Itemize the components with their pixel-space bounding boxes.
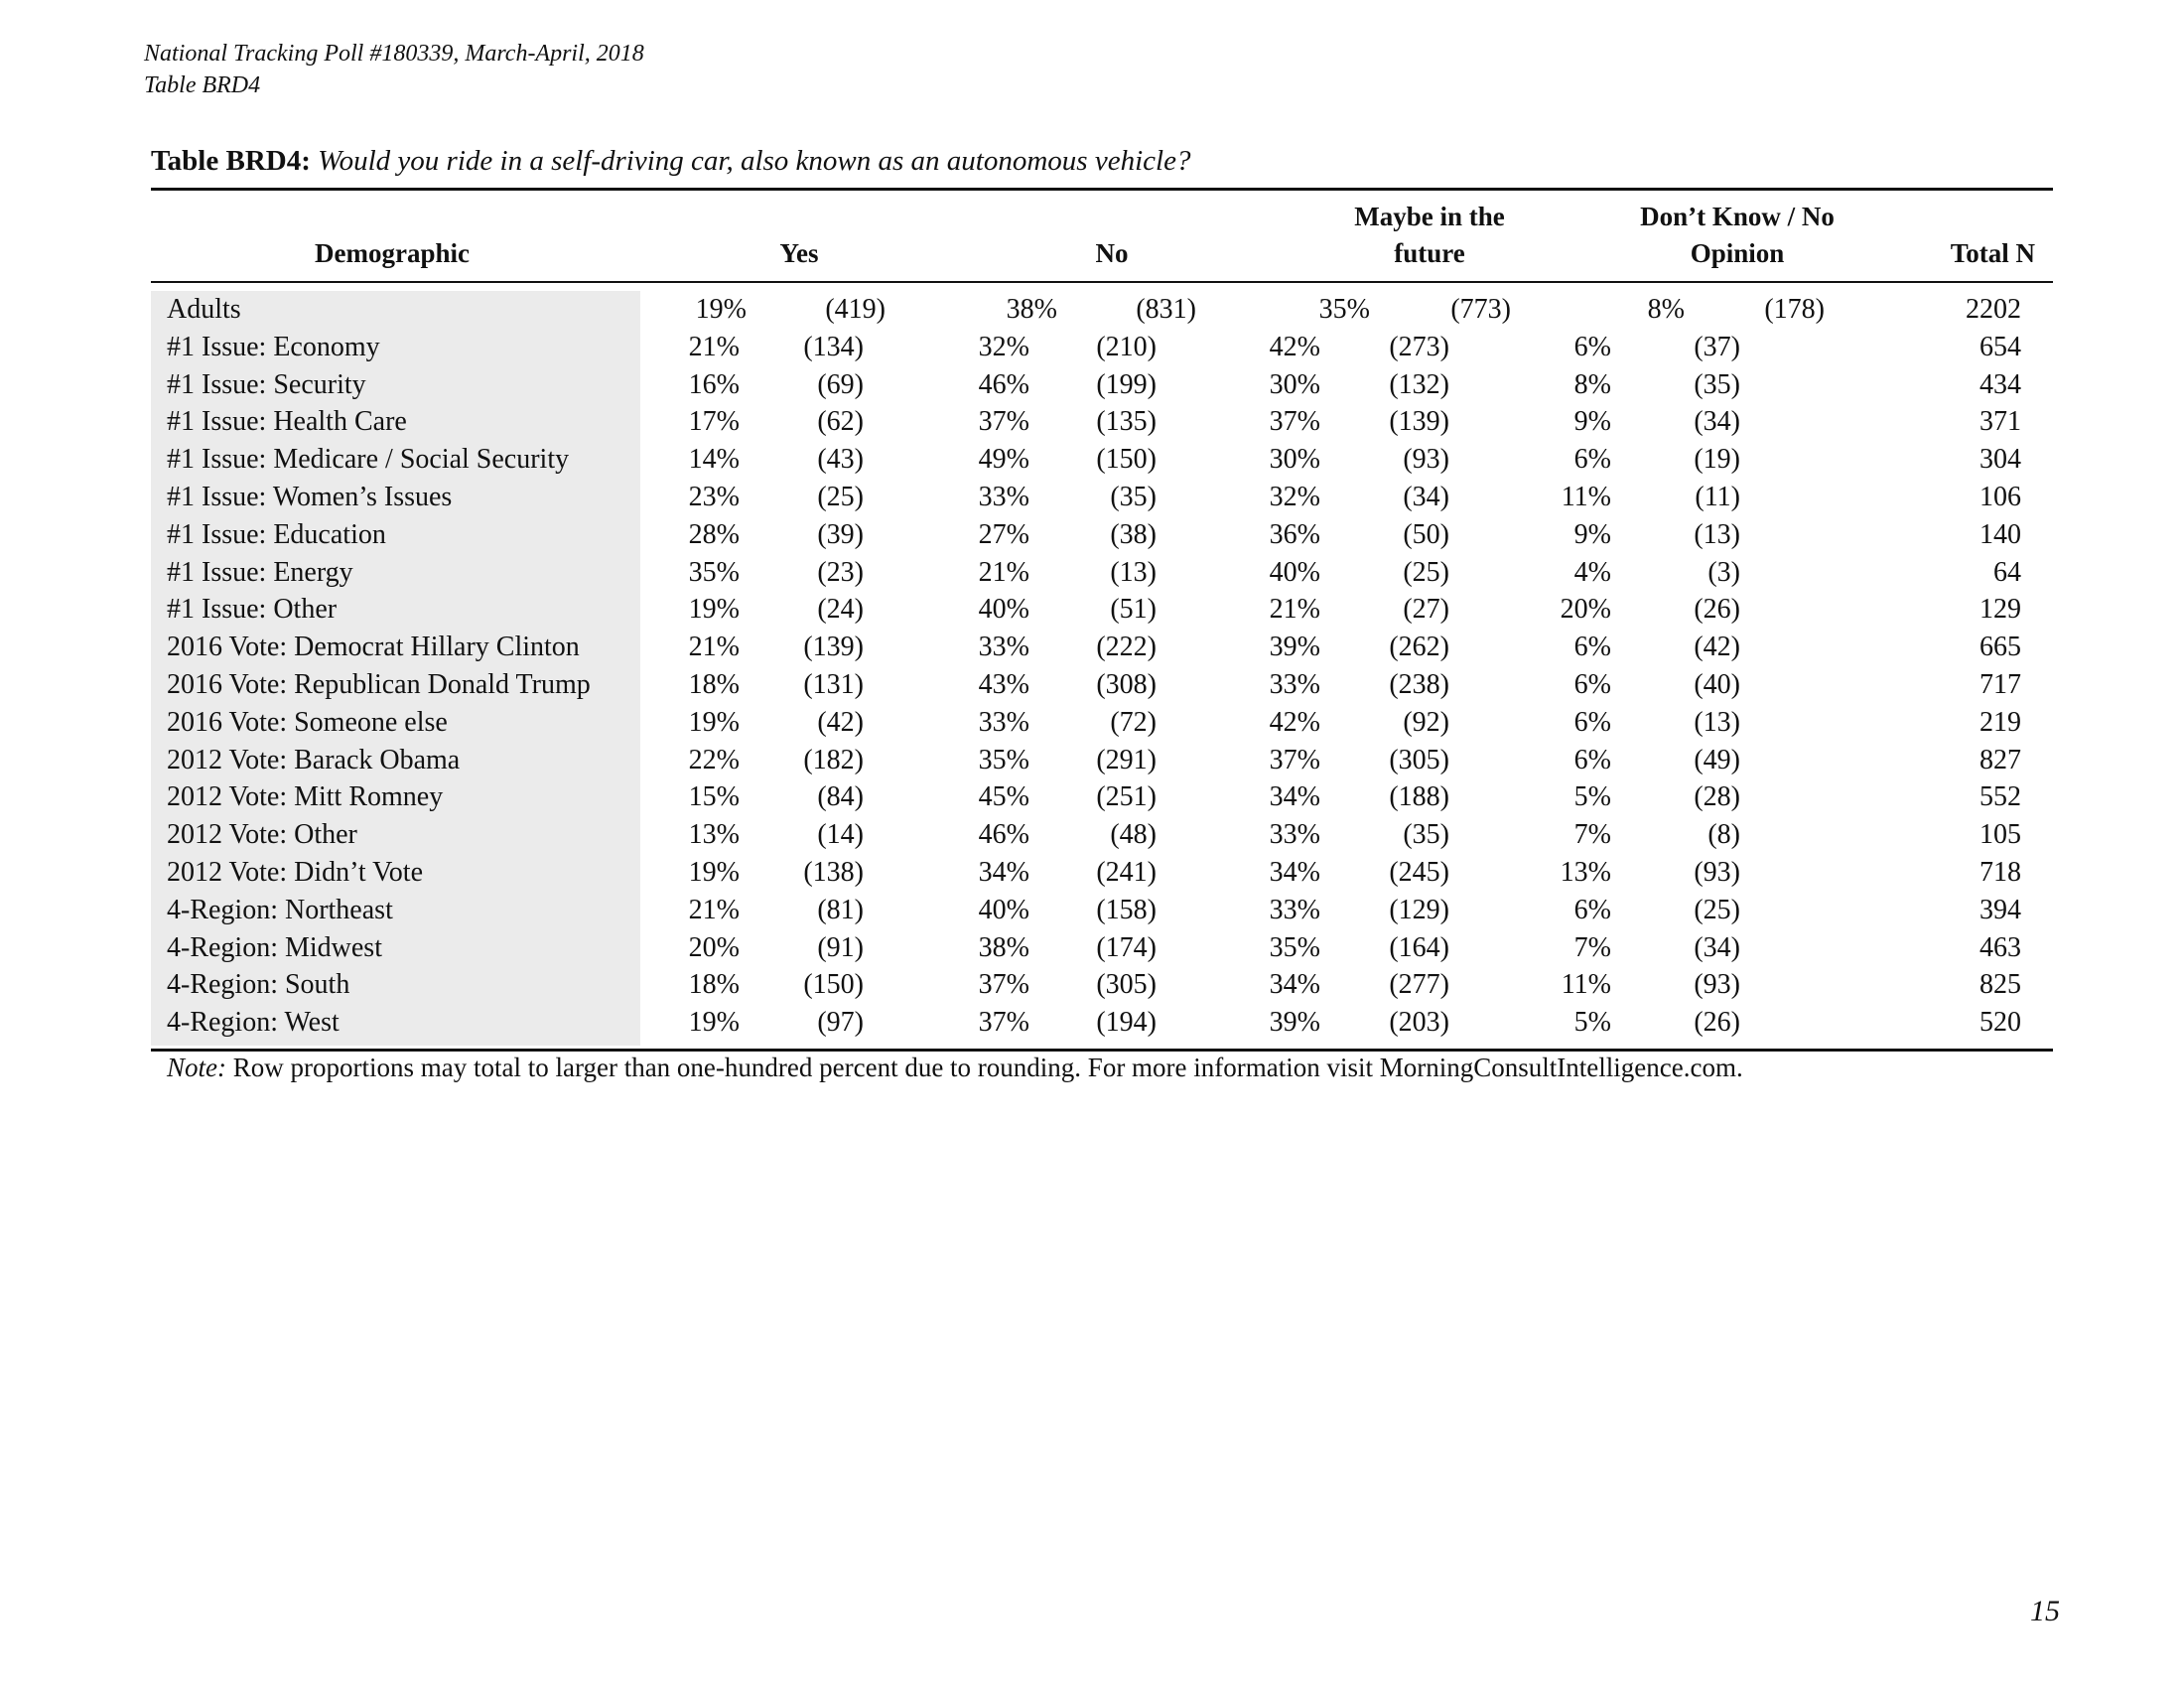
cell-dont-know-percent: 9%	[1573, 406, 1611, 438]
cell-yes-count: (69)	[817, 368, 864, 400]
cell-yes-count: (97)	[817, 1007, 864, 1039]
row-label: 2012 Vote: Barack Obama	[167, 744, 461, 775]
col-header-total: Total N	[1950, 238, 2035, 268]
cell-no-count: (222)	[1096, 632, 1157, 663]
row-label: 2016 Vote: Republican Donald Trump	[167, 669, 591, 700]
cell-yes-count: (139)	[803, 632, 864, 663]
page-number: 15	[2030, 1595, 2060, 1627]
cell-dont-know-count: (26)	[1694, 594, 1740, 626]
cell-maybe-count: (139)	[1389, 406, 1449, 438]
cell-no-count: (251)	[1096, 781, 1157, 813]
row-label: 2016 Vote: Someone else	[167, 706, 448, 738]
cell-dont-know-percent: 9%	[1573, 518, 1611, 550]
cell-yes-percent: 18%	[688, 969, 740, 1001]
cell-dont-know-percent: 5%	[1573, 1007, 1611, 1039]
cell-yes-count: (182)	[803, 744, 864, 775]
cell-yes-percent: 17%	[688, 406, 740, 438]
col-header-dont-know-line2: Opinion	[1690, 238, 1785, 268]
cell-total-n: 463	[1979, 931, 2021, 963]
cell-maybe-percent: 33%	[1269, 819, 1320, 851]
cell-maybe-percent: 34%	[1269, 969, 1320, 1001]
cell-yes-percent: 21%	[688, 894, 740, 925]
cell-total-n: 520	[1979, 1007, 2021, 1039]
cell-no-percent: 21%	[978, 556, 1029, 588]
col-header-maybe	[1315, 199, 1544, 272]
cell-no-percent: 33%	[978, 482, 1029, 512]
col-header-dont-know	[1613, 199, 1861, 272]
cell-dont-know-percent: 7%	[1573, 819, 1611, 851]
cell-dont-know-percent: 6%	[1573, 444, 1611, 476]
col-header-dont-know-line1: Don’t Know / No	[1640, 202, 1835, 231]
cell-maybe-count: (129)	[1389, 894, 1449, 925]
cell-yes-percent: 23%	[688, 482, 740, 512]
table-question: Would you ride in a self-driving car, also known as an autonomous vehicle?	[318, 145, 1191, 177]
cell-maybe-percent: 34%	[1269, 857, 1320, 888]
cell-total-n: 304	[1979, 444, 2021, 476]
cell-yes-percent: 28%	[688, 518, 740, 550]
cell-dont-know-percent: 11%	[1561, 969, 1611, 1001]
cell-yes-count: (24)	[817, 594, 864, 626]
cell-dont-know-percent: 6%	[1573, 669, 1611, 700]
table-title	[151, 145, 1190, 178]
cell-no-percent: 35%	[978, 744, 1029, 775]
cell-dont-know-percent: 6%	[1573, 331, 1611, 362]
cell-dont-know-count: (178)	[1764, 294, 1825, 325]
cell-total-n: 394	[1979, 894, 2021, 925]
table-id: Table BRD4	[144, 72, 261, 98]
note-label: Note:	[167, 1053, 226, 1082]
cell-no-percent: 32%	[978, 331, 1029, 362]
cell-maybe-count: (203)	[1389, 1007, 1449, 1039]
cell-yes-count: (84)	[817, 781, 864, 813]
cell-no-percent: 27%	[978, 518, 1029, 550]
cell-yes-count: (42)	[817, 706, 864, 738]
cell-yes-count: (25)	[817, 482, 864, 512]
cell-maybe-count: (50)	[1403, 518, 1449, 550]
cell-yes-percent: 19%	[688, 1007, 740, 1039]
cell-maybe-percent: 30%	[1269, 368, 1320, 400]
top-rule	[151, 188, 2053, 191]
cell-dont-know-count: (11)	[1695, 482, 1740, 512]
cell-dont-know-count: (34)	[1694, 931, 1740, 963]
col-header-no: No	[1095, 238, 1129, 268]
cell-dont-know-percent: 8%	[1573, 368, 1611, 400]
cell-yes-percent: 22%	[688, 744, 740, 775]
row-label: #1 Issue: Medicare / Social Security	[167, 444, 570, 476]
cell-no-count: (210)	[1096, 331, 1157, 362]
cell-dont-know-percent: 6%	[1573, 744, 1611, 775]
cell-maybe-percent: 42%	[1269, 331, 1320, 362]
cell-no-percent: 34%	[978, 857, 1029, 888]
cell-dont-know-count: (42)	[1694, 632, 1740, 663]
cell-total-n: 665	[1979, 632, 2021, 663]
cell-dont-know-count: (25)	[1694, 894, 1740, 925]
cell-dont-know-count: (3)	[1707, 556, 1740, 588]
cell-yes-count: (138)	[803, 857, 864, 888]
cell-yes-percent: 19%	[688, 706, 740, 738]
cell-total-n: 371	[1979, 406, 2021, 438]
row-label: #1 Issue: Energy	[167, 556, 353, 588]
col-header-demographic: Demographic	[315, 238, 470, 268]
table-title-label: Table BRD4:	[151, 145, 311, 177]
cell-no-percent: 37%	[978, 969, 1029, 1001]
col-header-yes: Yes	[779, 238, 819, 268]
cell-no-count: (51)	[1110, 594, 1157, 626]
cell-dont-know-percent: 11%	[1561, 482, 1611, 512]
cell-yes-count: (419)	[825, 294, 886, 325]
cell-no-percent: 37%	[978, 1007, 1029, 1039]
cell-dont-know-count: (49)	[1694, 744, 1740, 775]
cell-maybe-percent: 30%	[1269, 444, 1320, 476]
cell-yes-count: (131)	[803, 669, 864, 700]
cell-yes-count: (91)	[817, 931, 864, 963]
cell-yes-count: (81)	[817, 894, 864, 925]
cell-maybe-percent: 39%	[1269, 632, 1320, 663]
cell-yes-percent: 21%	[688, 331, 740, 362]
cell-maybe-percent: 32%	[1269, 482, 1320, 512]
cell-maybe-percent: 40%	[1269, 556, 1320, 588]
cell-no-count: (199)	[1096, 368, 1157, 400]
cell-no-count: (308)	[1096, 669, 1157, 700]
cell-dont-know-count: (35)	[1694, 368, 1740, 400]
cell-maybe-count: (262)	[1389, 632, 1449, 663]
cell-maybe-count: (773)	[1450, 294, 1511, 325]
cell-yes-count: (14)	[817, 819, 864, 851]
cell-maybe-percent: 35%	[1269, 931, 1320, 963]
cell-total-n: 64	[1993, 556, 2021, 588]
cell-total-n: 827	[1979, 744, 2021, 775]
cell-no-count: (291)	[1096, 744, 1157, 775]
page-header	[144, 38, 644, 101]
row-label: 4-Region: South	[167, 969, 350, 1001]
cell-no-percent: 37%	[978, 406, 1029, 438]
cell-maybe-percent: 39%	[1269, 1007, 1320, 1039]
row-label: #1 Issue: Education	[167, 518, 386, 550]
cell-maybe-count: (245)	[1389, 857, 1449, 888]
cell-total-n: 106	[1979, 482, 2021, 512]
cell-dont-know-percent: 8%	[1647, 294, 1685, 325]
cell-total-n: 434	[1979, 368, 2021, 400]
cell-maybe-percent: 33%	[1269, 894, 1320, 925]
cell-dont-know-count: (8)	[1707, 819, 1740, 851]
row-label: 4-Region: Midwest	[167, 931, 382, 963]
cell-no-count: (194)	[1096, 1007, 1157, 1039]
cell-yes-count: (134)	[803, 331, 864, 362]
cell-maybe-count: (92)	[1403, 706, 1449, 738]
cell-maybe-count: (238)	[1389, 669, 1449, 700]
cell-no-percent: 49%	[978, 444, 1029, 476]
cell-maybe-count: (25)	[1403, 556, 1449, 588]
cell-dont-know-count: (13)	[1694, 518, 1740, 550]
cell-yes-count: (150)	[803, 969, 864, 1001]
cell-maybe-percent: 37%	[1269, 744, 1320, 775]
cell-dont-know-count: (37)	[1694, 331, 1740, 362]
cell-yes-percent: 19%	[688, 857, 740, 888]
cell-maybe-percent: 35%	[1318, 294, 1370, 325]
cell-maybe-count: (164)	[1389, 931, 1449, 963]
cell-no-percent: 46%	[978, 819, 1029, 851]
cell-dont-know-percent: 4%	[1573, 556, 1611, 588]
cell-maybe-count: (277)	[1389, 969, 1449, 1001]
cell-dont-know-percent: 7%	[1573, 931, 1611, 963]
cell-dont-know-percent: 6%	[1573, 706, 1611, 738]
cell-maybe-percent: 34%	[1269, 781, 1320, 813]
row-label: 4-Region: West	[167, 1007, 340, 1039]
cell-dont-know-count: (93)	[1694, 969, 1740, 1001]
row-label: 2012 Vote: Mitt Romney	[167, 781, 444, 813]
cell-no-count: (150)	[1096, 444, 1157, 476]
cell-no-percent: 33%	[978, 706, 1029, 738]
cell-dont-know-count: (28)	[1694, 781, 1740, 813]
cell-yes-percent: 13%	[688, 819, 740, 851]
row-label: 2012 Vote: Didn’t Vote	[167, 857, 424, 888]
row-label: #1 Issue: Health Care	[167, 406, 407, 438]
note-text: Row proportions may total to larger than one-hundred percent due to rounding. For more information visit MorningConsultIntelligence.com.	[232, 1053, 1743, 1082]
cell-maybe-percent: 36%	[1269, 518, 1320, 550]
row-label: 2012 Vote: Other	[167, 819, 357, 851]
table-note	[167, 1053, 1743, 1083]
row-label: #1 Issue: Women’s Issues	[167, 482, 453, 512]
cell-dont-know-count: (13)	[1694, 706, 1740, 738]
cell-yes-percent: 16%	[688, 368, 740, 400]
cell-no-count: (305)	[1096, 969, 1157, 1001]
cell-dont-know-percent: 13%	[1560, 857, 1611, 888]
cell-yes-percent: 14%	[688, 444, 740, 476]
cell-total-n: 105	[1979, 819, 2021, 851]
cell-maybe-percent: 21%	[1269, 594, 1320, 626]
cell-dont-know-percent: 5%	[1573, 781, 1611, 813]
cell-dont-know-count: (93)	[1694, 857, 1740, 888]
cell-no-percent: 33%	[978, 632, 1029, 663]
cell-yes-percent: 19%	[695, 294, 747, 325]
cell-dont-know-count: (34)	[1694, 406, 1740, 438]
cell-maybe-count: (34)	[1403, 482, 1449, 512]
cell-total-n: 552	[1979, 781, 2021, 813]
cell-yes-percent: 20%	[688, 931, 740, 963]
cell-yes-percent: 18%	[688, 669, 740, 700]
cell-total-n: 219	[1979, 706, 2021, 738]
cell-yes-count: (62)	[817, 406, 864, 438]
cell-no-percent: 46%	[978, 368, 1029, 400]
row-label: Adults	[167, 294, 241, 325]
cell-yes-percent: 19%	[688, 594, 740, 626]
cell-maybe-percent: 33%	[1269, 669, 1320, 700]
cell-no-count: (35)	[1110, 482, 1157, 512]
cell-total-n: 140	[1979, 518, 2021, 550]
cell-no-count: (135)	[1096, 406, 1157, 438]
cell-maybe-count: (273)	[1389, 331, 1449, 362]
poll-name: National Tracking Poll #180339, March-April, 2018	[144, 41, 644, 67]
cell-maybe-percent: 37%	[1269, 406, 1320, 438]
cell-total-n: 718	[1979, 857, 2021, 888]
cell-dont-know-count: (40)	[1694, 669, 1740, 700]
cell-total-n: 717	[1979, 669, 2021, 700]
cell-no-percent: 45%	[978, 781, 1029, 813]
cell-no-count: (72)	[1110, 706, 1157, 738]
cell-yes-percent: 21%	[688, 632, 740, 663]
bottom-rule	[151, 1049, 2053, 1052]
cell-yes-count: (39)	[817, 518, 864, 550]
cell-no-percent: 40%	[978, 894, 1029, 925]
cell-dont-know-percent: 6%	[1573, 632, 1611, 663]
cell-total-n: 129	[1979, 594, 2021, 626]
cell-no-count: (48)	[1110, 819, 1157, 851]
cell-no-count: (38)	[1110, 518, 1157, 550]
cell-dont-know-count: (19)	[1694, 444, 1740, 476]
cell-no-percent: 38%	[1006, 294, 1057, 325]
cell-yes-percent: 35%	[688, 556, 740, 588]
cell-no-percent: 40%	[978, 594, 1029, 626]
cell-total-n: 825	[1979, 969, 2021, 1001]
cell-yes-percent: 15%	[688, 781, 740, 813]
cell-no-count: (831)	[1136, 294, 1196, 325]
cell-maybe-count: (305)	[1389, 744, 1449, 775]
cell-dont-know-percent: 20%	[1560, 594, 1611, 626]
row-label: #1 Issue: Economy	[167, 331, 380, 362]
cell-no-count: (241)	[1096, 857, 1157, 888]
col-header-maybe-line1: Maybe in the	[1354, 202, 1505, 231]
cell-total-n: 654	[1979, 331, 2021, 362]
cell-maybe-count: (27)	[1403, 594, 1449, 626]
cell-yes-count: (23)	[817, 556, 864, 588]
cell-maybe-count: (188)	[1389, 781, 1449, 813]
row-label: 4-Region: Northeast	[167, 894, 393, 925]
cell-no-count: (158)	[1096, 894, 1157, 925]
cell-maybe-percent: 42%	[1269, 706, 1320, 738]
row-label: #1 Issue: Other	[167, 594, 338, 626]
cell-dont-know-count: (26)	[1694, 1007, 1740, 1039]
row-label: #1 Issue: Security	[167, 368, 366, 400]
col-header-maybe-line2: future	[1394, 238, 1465, 268]
cell-no-count: (174)	[1096, 931, 1157, 963]
cell-no-count: (13)	[1110, 556, 1157, 588]
cell-dont-know-percent: 6%	[1573, 894, 1611, 925]
cell-yes-count: (43)	[817, 444, 864, 476]
cell-no-percent: 38%	[978, 931, 1029, 963]
cell-maybe-count: (93)	[1403, 444, 1449, 476]
cell-total-n: 2202	[1966, 294, 2021, 325]
row-label: 2016 Vote: Democrat Hillary Clinton	[167, 632, 580, 663]
header-rule	[151, 281, 2053, 283]
cell-maybe-count: (132)	[1389, 368, 1449, 400]
cell-no-percent: 43%	[978, 669, 1029, 700]
cell-maybe-count: (35)	[1403, 819, 1449, 851]
